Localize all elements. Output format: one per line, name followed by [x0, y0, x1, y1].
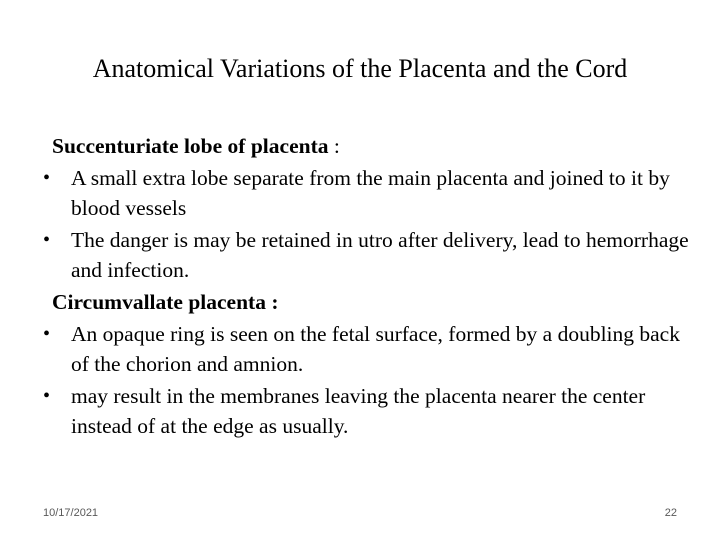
bullet-text: A small extra lobe separate from the main placenta and joined to it by blood vessels	[71, 166, 670, 220]
bullet-item	[40, 225, 690, 285]
bullet-text: The danger is may be retained in utro after delivery, lead to hemorrhage and infection.	[71, 228, 689, 282]
section-heading-suffix: :	[328, 134, 340, 158]
section-heading-circumvallate	[40, 287, 690, 317]
section-heading-text: Succenturiate lobe of placenta	[52, 134, 329, 158]
section-heading-succenturiate	[40, 131, 690, 161]
slide-body	[40, 131, 690, 443]
bullet-text: may result in the membranes leaving the placenta nearer the center instead of at the edge as usually.	[71, 384, 646, 438]
bullet-dot-icon: •	[43, 167, 51, 189]
section-heading-text: Circumvallate placenta :	[52, 290, 279, 314]
bullet-item	[40, 319, 690, 379]
bullet-dot-icon: •	[43, 229, 51, 251]
slide-title: Anatomical Variations of the Placenta and the Cord	[92, 54, 628, 83]
bullet-text: An opaque ring is seen on the fetal surface, formed by a doubling back of the chorion and amnion.	[71, 322, 680, 376]
bullet-dot-icon: •	[43, 385, 51, 407]
bullet-dot-icon: •	[43, 323, 51, 345]
footer-date: 10/17/2021	[43, 507, 99, 519]
bullet-item	[40, 381, 690, 441]
footer-page-number: 22	[664, 507, 677, 519]
bullet-item	[40, 163, 690, 223]
